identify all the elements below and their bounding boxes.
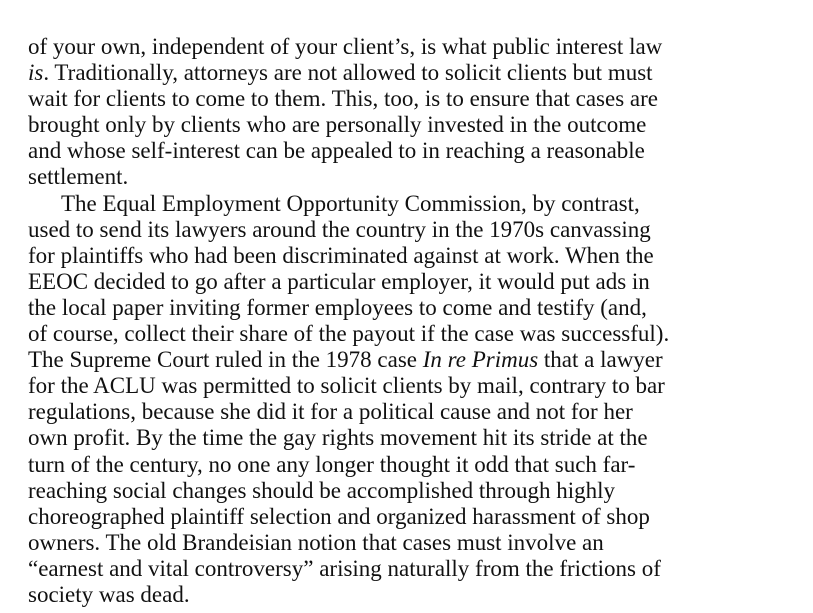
- italic-text: In re Primus: [422, 347, 539, 373]
- text-run: The Equal Employment Opportunity Commission, by contrast,: [61, 190, 640, 216]
- text-line: [28, 347, 813, 373]
- text-run: choreographed plaintiff selection and organized harassment of shop: [28, 503, 650, 529]
- text-run: “earnest and vital controversy” arising naturally from the frictions of: [28, 555, 661, 581]
- text-line: [28, 269, 813, 295]
- text-run: that a lawyer: [538, 347, 663, 373]
- text-line: [28, 138, 813, 164]
- text-line: [28, 504, 813, 530]
- text-run: for plaintiffs who had been discriminated against at work. When the: [28, 242, 654, 268]
- text-line: [28, 243, 813, 269]
- document-body: [28, 34, 813, 608]
- text-run: The Supreme Court ruled in the 1978 case: [28, 347, 423, 373]
- text-line: [28, 60, 813, 86]
- text-line: [28, 34, 813, 60]
- text-run: settlement.: [28, 164, 129, 190]
- paragraph-first-line: [28, 191, 813, 217]
- text-line: [28, 425, 813, 451]
- text-run: wait for clients to come to them. This, too, is to ensure that cases are: [28, 86, 658, 112]
- text-line: [28, 556, 813, 582]
- text-line: [28, 478, 813, 504]
- text-run: of course, collect their share of the payout if the case was successful).: [28, 321, 670, 347]
- text-run: and whose self-interest can be appealed to in reaching a reasonable: [28, 138, 645, 164]
- text-run: brought only by clients who are personally invested in the outcome: [28, 112, 647, 138]
- text-run: of your own, independent of your client’s, is what public interest law: [28, 34, 663, 59]
- text-run: reaching social changes should be accomplished through highly: [28, 477, 615, 503]
- text-run: society was dead.: [28, 581, 190, 607]
- text-run: the local paper inviting former employees to come and testify (and,: [28, 294, 647, 320]
- text-run: turn of the century, no one any longer thought it odd that such far-: [28, 451, 636, 477]
- text-line: [28, 164, 813, 190]
- text-line: [28, 582, 813, 608]
- text-line: [28, 321, 813, 347]
- text-run: own profit. By the time the gay rights movement hit its stride at the: [28, 425, 648, 451]
- text-line: [28, 112, 813, 138]
- italic-text: is: [28, 60, 44, 86]
- text-line: [28, 399, 813, 425]
- text-run: owners. The old Brandeisian notion that cases must involve an: [28, 529, 604, 555]
- text-line: [28, 217, 813, 243]
- text-run: . Traditionally, attorneys are not allowed to solicit clients but must: [43, 60, 653, 86]
- text-line: [28, 373, 813, 399]
- text-line: [28, 530, 813, 556]
- text-run: for the ACLU was permitted to solicit clients by mail, contrary to bar: [28, 373, 665, 399]
- text-line: [28, 295, 813, 321]
- text-line: [28, 452, 813, 478]
- text-line: [28, 86, 813, 112]
- text-run: regulations, because she did it for a political cause and not for her: [28, 399, 633, 425]
- text-run: used to send its lawyers around the country in the 1970s canvassing: [28, 216, 651, 242]
- text-run: EEOC decided to go after a particular employer, it would put ads in: [28, 268, 650, 294]
